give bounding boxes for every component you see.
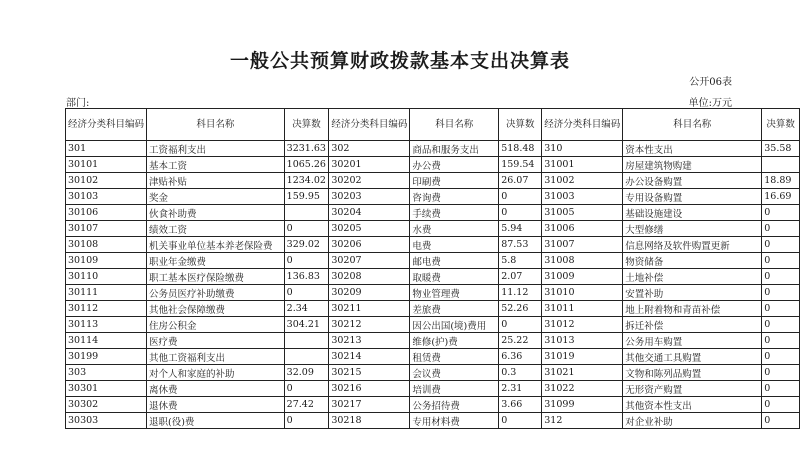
cell-amount: 52.26 [499,301,542,317]
cell-code: 30203 [329,189,410,205]
cell-item-name: 公务员医疗补助缴费 [147,285,285,301]
cell-amount: 159.54 [499,157,542,173]
cell-code: 31001 [542,157,623,173]
cell-code: 31008 [542,253,623,269]
cell-item-name: 维修(护)费 [410,333,499,349]
cell-code: 31019 [542,349,623,365]
cell-item-name: 水费 [410,221,499,237]
table-row [66,253,800,269]
cell-amount: 3.66 [499,397,542,413]
cell-amount: 0 [762,413,800,429]
cell-amount: 0 [762,301,800,317]
cell-amount: 0.3 [499,365,542,381]
cell-item-name: 大型修缮 [623,221,762,237]
cell-amount: 0 [284,253,329,269]
cell-item-name: 公务用车购置 [623,333,762,349]
cell-amount: 32.09 [284,365,329,381]
cell-item-name: 物资储备 [623,253,762,269]
cell-amount: 0 [499,189,542,205]
cell-item-name: 其他交通工具购置 [623,349,762,365]
table-row [66,381,800,397]
cell-item-name: 职业年金缴费 [147,253,285,269]
cell-amount: 0 [284,413,329,429]
cell-code: 30106 [66,205,147,221]
cell-item-name: 基本工资 [147,157,285,173]
table-row [66,157,800,173]
cell-amount: 1234.02 [284,173,329,189]
cell-amount: 3231.63 [284,141,329,157]
cell-item-name: 其他工资福利支出 [147,349,285,365]
cell-item-name: 专用设备购置 [623,189,762,205]
cell-item-name: 取暖费 [410,269,499,285]
cell-code: 310 [542,141,623,157]
cell-code: 31099 [542,397,623,413]
cell-code: 31009 [542,269,623,285]
cell-item-name: 职工基本医疗保险缴费 [147,269,285,285]
cell-amount: 0 [499,317,542,333]
cell-item-name: 退休费 [147,397,285,413]
cell-code: 30218 [329,413,410,429]
table-row [66,237,800,253]
cell-amount: 136.83 [284,269,329,285]
cell-code: 30206 [329,237,410,253]
table-row [66,173,800,189]
table-row [66,317,800,333]
cell-item-name: 机关事业单位基本养老保险费 [147,237,285,253]
cell-item-name: 医疗费 [147,333,285,349]
cell-amount: 159.95 [284,189,329,205]
cell-code: 30112 [66,301,147,317]
cell-code: 30217 [329,397,410,413]
cell-code: 31022 [542,381,623,397]
cell-code: 30101 [66,157,147,173]
header-amount: 决算数 [284,109,329,141]
cell-code: 30113 [66,317,147,333]
cell-code: 30110 [66,269,147,285]
cell-code: 31003 [542,189,623,205]
cell-code: 30207 [329,253,410,269]
cell-code: 30199 [66,349,147,365]
cell-code: 31002 [542,173,623,189]
cell-amount: 0 [762,365,800,381]
cell-amount: 2.07 [499,269,542,285]
table-row [66,269,800,285]
cell-item-name: 文物和陈列品购置 [623,365,762,381]
cell-item-name: 离休费 [147,381,285,397]
cell-item-name: 培训费 [410,381,499,397]
cell-item-name: 住房公积金 [147,317,285,333]
cell-amount [284,333,329,349]
cell-amount: 0 [762,253,800,269]
expenditure-table [65,108,800,429]
cell-item-name: 办公设备购置 [623,173,762,189]
cell-item-name: 专用材料费 [410,413,499,429]
cell-item-name: 奖金 [147,189,285,205]
cell-item-name: 租赁费 [410,349,499,365]
cell-code: 31005 [542,205,623,221]
cell-item-name: 商品和服务支出 [410,141,499,157]
cell-item-name: 安置补助 [623,285,762,301]
cell-amount: 0 [499,205,542,221]
cell-amount: 0 [762,237,800,253]
cell-item-name: 信息网络及软件购置更新 [623,237,762,253]
cell-code: 301 [66,141,147,157]
cell-item-name: 基础设施建设 [623,205,762,221]
document-number: 公开06表 [689,77,732,88]
cell-code: 312 [542,413,623,429]
cell-amount: 2.34 [284,301,329,317]
cell-code: 30208 [329,269,410,285]
cell-amount [284,349,329,365]
table-row [66,349,800,365]
cell-item-name: 拆迁补偿 [623,317,762,333]
cell-amount: 0 [762,205,800,221]
cell-amount: 304.21 [284,317,329,333]
cell-item-name: 电费 [410,237,499,253]
cell-item-name: 咨询费 [410,189,499,205]
cell-amount: 35.58 [762,141,800,157]
cell-code: 30102 [66,173,147,189]
cell-item-name: 工资福利支出 [147,141,285,157]
cell-amount: 0 [762,285,800,301]
cell-item-name: 对企业补助 [623,413,762,429]
cell-item-name: 土地补偿 [623,269,762,285]
cell-code: 30212 [329,317,410,333]
cell-amount: 16.69 [762,189,800,205]
unit-label: 单位:万元 [688,98,732,109]
cell-amount: 0 [762,269,800,285]
cell-amount: 0 [284,285,329,301]
table-row [66,221,800,237]
cell-item-name: 会议费 [410,365,499,381]
cell-amount: 27.42 [284,397,329,413]
cell-amount: 0 [762,221,800,237]
cell-amount: 0 [762,349,800,365]
cell-item-name: 地上附着物和青苗补偿 [623,301,762,317]
cell-amount: 18.89 [762,173,800,189]
table-row [66,141,800,157]
table-row [66,301,800,317]
header-code: 经济分类科目编码 [542,109,623,141]
cell-amount: 0 [499,413,542,429]
cell-amount: 2.31 [499,381,542,397]
cell-amount: 0 [762,333,800,349]
cell-item-name: 手续费 [410,205,499,221]
cell-item-name: 房屋建筑物购建 [623,157,762,173]
table-row [66,205,800,221]
cell-amount: 1065.26 [284,157,329,173]
cell-item-name: 资本性支出 [623,141,762,157]
cell-item-name: 印刷费 [410,173,499,189]
cell-item-name: 办公费 [410,157,499,173]
header-amount: 决算数 [499,109,542,141]
cell-code: 30201 [329,157,410,173]
cell-item-name: 其他社会保障缴费 [147,301,285,317]
cell-code: 30215 [329,365,410,381]
table-row [66,189,800,205]
cell-code: 31010 [542,285,623,301]
cell-item-name: 其他资本性支出 [623,397,762,413]
cell-amount: 0 [762,381,800,397]
cell-item-name: 因公出国(境)费用 [410,317,499,333]
table-row [66,413,800,429]
cell-amount: 518.48 [499,141,542,157]
cell-code: 30216 [329,381,410,397]
cell-amount: 26.07 [499,173,542,189]
cell-code: 30114 [66,333,147,349]
cell-code: 31007 [542,237,623,253]
cell-amount [284,205,329,221]
cell-item-name: 对个人和家庭的补助 [147,365,285,381]
cell-code: 30213 [329,333,410,349]
cell-code: 30103 [66,189,147,205]
table-row [66,365,800,381]
table-row [66,333,800,349]
cell-code: 31011 [542,301,623,317]
cell-item-name: 公务招待费 [410,397,499,413]
cell-code: 30109 [66,253,147,269]
cell-item-name: 退职(役)费 [147,413,285,429]
cell-amount: 11.12 [499,285,542,301]
cell-code: 30111 [66,285,147,301]
department-label: 部门: [66,98,90,109]
cell-code: 30108 [66,237,147,253]
cell-code: 30204 [329,205,410,221]
cell-code: 30211 [329,301,410,317]
cell-amount: 6.36 [499,349,542,365]
cell-code: 30214 [329,349,410,365]
cell-code: 30302 [66,397,147,413]
cell-amount [762,157,800,173]
header-amount: 决算数 [762,109,800,141]
cell-code: 303 [66,365,147,381]
cell-item-name: 差旅费 [410,301,499,317]
cell-item-name: 物业管理费 [410,285,499,301]
cell-code: 30107 [66,221,147,237]
cell-code: 30205 [329,221,410,237]
page-title: 一般公共预算财政拨款基本支出决算表 [229,50,570,72]
cell-code: 302 [329,141,410,157]
cell-amount: 5.94 [499,221,542,237]
cell-amount: 329.02 [284,237,329,253]
cell-code: 30301 [66,381,147,397]
cell-code: 31006 [542,221,623,237]
header-name: 科目名称 [410,109,499,141]
cell-code: 30303 [66,413,147,429]
header-code: 经济分类科目编码 [329,109,410,141]
table-row [66,397,800,413]
cell-item-name: 伙食补助费 [147,205,285,221]
cell-item-name: 无形资产购置 [623,381,762,397]
cell-amount: 25.22 [499,333,542,349]
cell-code: 31012 [542,317,623,333]
cell-amount: 0 [284,381,329,397]
header-name: 科目名称 [623,109,762,141]
cell-code: 31013 [542,333,623,349]
cell-amount: 5.8 [499,253,542,269]
cell-item-name: 绩效工资 [147,221,285,237]
cell-amount: 0 [762,317,800,333]
cell-amount: 0 [762,397,800,413]
cell-item-name: 津贴补贴 [147,173,285,189]
header-row [66,109,800,141]
cell-amount: 0 [284,221,329,237]
cell-code: 30209 [329,285,410,301]
table-row [66,285,800,301]
header-name: 科目名称 [147,109,285,141]
cell-code: 31021 [542,365,623,381]
header-code: 经济分类科目编码 [66,109,147,141]
cell-code: 30202 [329,173,410,189]
cell-amount: 87.53 [499,237,542,253]
cell-item-name: 邮电费 [410,253,499,269]
